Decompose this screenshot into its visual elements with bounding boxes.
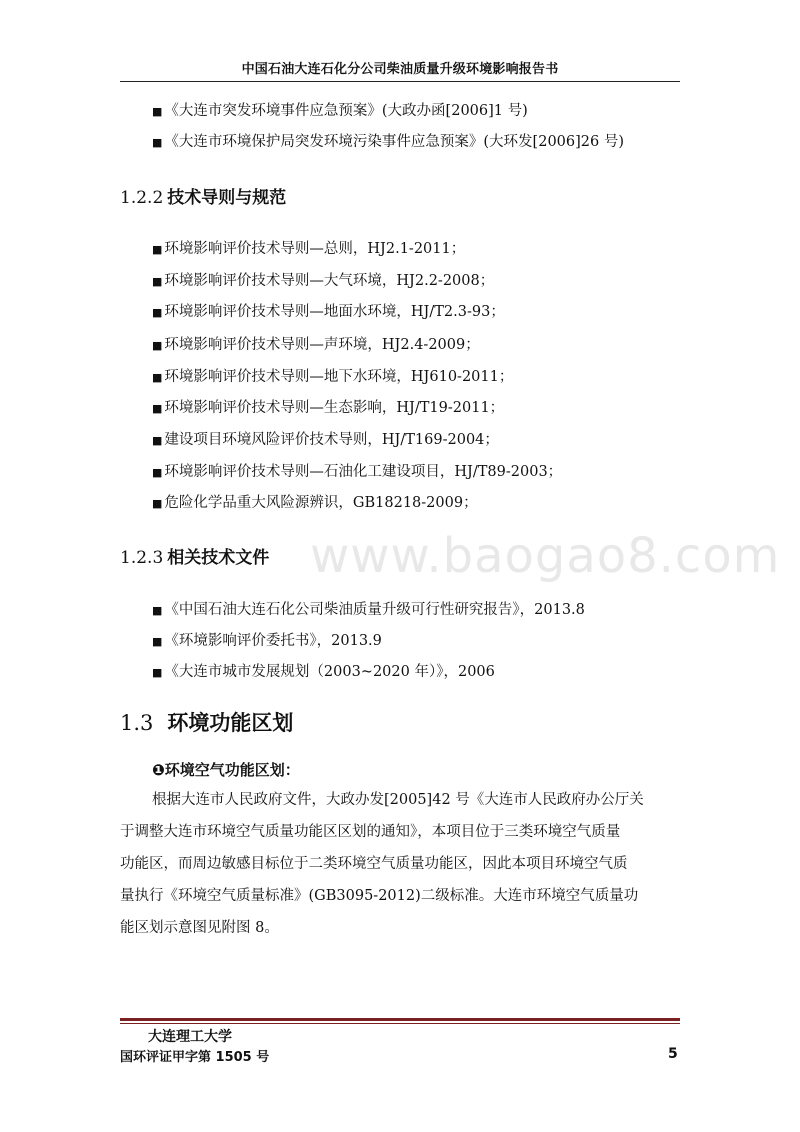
list-item: ■ 危险化学品重大风险源辨识，GB18218-2009； (152, 495, 478, 511)
section-heading-1-2-2: 1.2.2 技术导则与规范 (120, 188, 287, 208)
list-item: ■ 环境影响评价技术导则—地下水环境，HJ610-2011； (152, 369, 514, 385)
bullet-icon: ■ (152, 666, 163, 679)
list-item: ■ 环境影响评价技术导则—地面水环境，HJ/T2.3-93； (152, 304, 505, 320)
bullet-icon: ■ (152, 434, 163, 447)
air-zone-title: ❶环境空气功能区划： (152, 761, 300, 779)
page-number: 5 (668, 1046, 678, 1062)
header-rule (120, 81, 680, 82)
list-item: ■ 《大连市突发环境事件应急预案》(大政办函[2006]1 号) (152, 103, 528, 119)
paragraph-line: 能区划示意图见附图 8。 (120, 920, 279, 936)
bullet-icon: ■ (152, 243, 163, 256)
list-item: ■ 《大连市城市发展规划（2003~2020 年）》，2006 (152, 664, 495, 680)
paragraph-line: 于调整大连市环境空气质量功能区区划的通知》，本项目位于三类环境空气质量 (120, 824, 621, 840)
list-item: ■ 环境影响评价技术导则—大气环境，HJ2.2-2008； (152, 273, 495, 289)
bullet-icon: ■ (152, 339, 163, 352)
bullet-icon: ■ (152, 371, 163, 384)
list-item: ■ 环境影响评价技术导则—声环境，HJ2.4-2009； (152, 337, 480, 353)
paragraph-line: 根据大连市人民政府文件，大政办发[2005]42 号《大连市人民政府办公厅关 (152, 792, 644, 808)
section-heading-1-2-3: 1.2.3 相关技术文件 (120, 548, 270, 568)
list-item: ■ 《环境影响评价委托书》，2013.9 (152, 633, 382, 649)
section-heading-1-3: 1.3 环境功能区划 (120, 710, 294, 735)
bullet-icon: ■ (152, 275, 163, 288)
list-item: ■ 建设项目环境风险评价技术导则，HJ/T169-2004； (152, 432, 499, 448)
bullet-icon: ■ (152, 604, 163, 617)
bullet-icon: ■ (152, 497, 163, 510)
list-item: ■ 《大连市环境保护局突发环境污染事件应急预案》(大环发[2006]26 号) (152, 134, 624, 150)
bullet-icon: ■ (152, 466, 163, 479)
list-item: ■ 环境影响评价技术导则—生态影响，HJ/T19-2011； (152, 400, 505, 416)
page-header: 中国石油大连石化分公司柴油质量升级环境影响报告书 (241, 62, 559, 77)
bullet-icon: ■ (152, 635, 163, 648)
list-item: ■ 环境影响评价技术导则—总则，HJ2.1-2011； (152, 241, 466, 257)
watermark: www.baogao8.com (310, 528, 781, 584)
bullet-icon: ■ (152, 136, 163, 149)
paragraph-line: 量执行《环境空气质量标准》(GB3095-2012)二级标准。大连市环境空气质量功 (120, 888, 639, 904)
footer-certificate: 国环评证甲字第 1505 号 (120, 1050, 270, 1065)
bullet-icon: ■ (152, 402, 163, 415)
list-item: ■ 环境影响评价技术导则—石油化工建设项目，HJ/T89-2003； (152, 464, 563, 480)
bullet-icon: ■ (152, 105, 163, 118)
footer-rule-thin (120, 1023, 680, 1024)
footer-rule (120, 1018, 680, 1021)
bullet-icon: ■ (152, 306, 163, 319)
paragraph-line: 功能区，而周边敏感目标位于二类环境空气质量功能区，因此本项目环境空气质 (120, 856, 628, 872)
footer-organization: 大连理工大学 (148, 1029, 232, 1045)
list-item: ■ 《中国石油大连石化公司柴油质量升级可行性研究报告》，2013.8 (152, 602, 585, 618)
